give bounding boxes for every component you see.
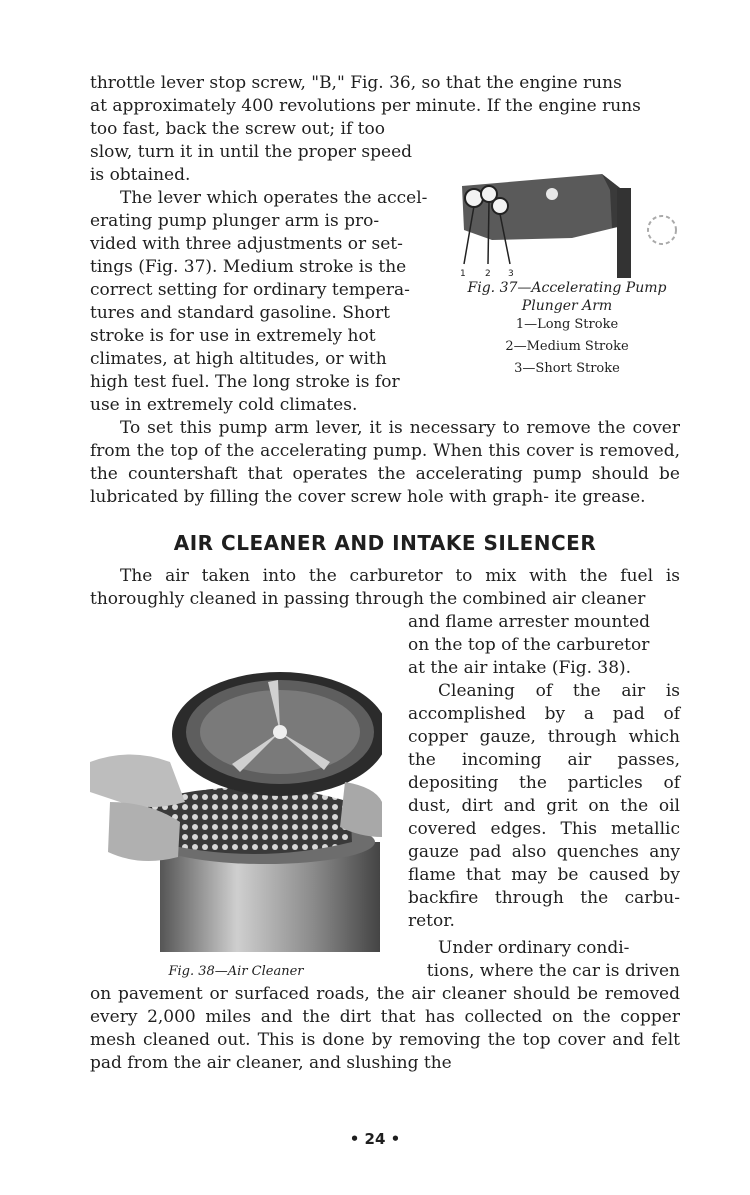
text-line: vided with three adjustments or set- <box>90 234 403 254</box>
cleaning-paragraph: Cleaning of the air is accomplished by a pad of copper gauze, through which the incoming air passes, depositing the particles of dust, dirt and grit on the oil covered edges. This metallic gauze pad also quenches any flame that may be caused by backfire through the carbu- retor. <box>408 681 680 931</box>
text-line: The lever which operates the accel- <box>120 188 428 208</box>
text-line: tings (Fig. 37). Medium stroke is the <box>90 257 407 277</box>
pump-arm-photo <box>452 168 682 278</box>
figure-37-legend-item: 3—Short Stroke <box>514 361 620 376</box>
figure-38-caption: Fig. 38—Air Cleaner <box>168 964 304 979</box>
text-line: use in extremely cold climates. <box>90 395 358 415</box>
text-line: throttle lever stop screw, "B," Fig. 36, so that the engine runs <box>90 73 622 93</box>
text-line: too fast, back the screw out; if too <box>90 119 385 139</box>
text-line: Under ordinary condi- <box>438 938 630 958</box>
figure-37-legend-item: 2—Medium Stroke <box>505 339 629 354</box>
conditions-paragraph: on pavement or surfaced roads, the air cleaner should be removed every 2,000 miles and the dirt that has collected on the copper mesh cleaned out. This is done by removing the top cover and felt pad from the air cleaner, and slushing the <box>90 984 680 1073</box>
text-line: high test fuel. The long stroke is for <box>90 372 400 392</box>
figure-37-caption: Fig. 37—Accelerating Pump <box>467 280 667 296</box>
marker-2: 2 <box>485 269 491 278</box>
marker-3: 3 <box>508 269 514 278</box>
marker-1: 1 <box>460 269 466 278</box>
air-paragraph: The air taken into the carburetor to mix with the fuel is thoroughly cleaned in passing through the combined air cleaner <box>90 566 680 609</box>
text-line: correct setting for ordinary tempera- <box>90 280 410 300</box>
text-line: is obtained. <box>90 165 191 185</box>
figure38-side-column <box>408 611 680 983</box>
text-line: at the air intake (Fig. 38). <box>408 658 632 678</box>
page-number: • 24 • <box>349 1130 401 1148</box>
figure-37 <box>452 168 682 408</box>
text-line: tures and standard gasoline. Short <box>90 303 390 323</box>
air-cleaner-photo <box>90 652 382 952</box>
text-line: tions, where the car is driven <box>426 961 680 981</box>
lever-paragraph <box>90 187 435 417</box>
text-line: at approximately 400 revolutions per minute. If the engine runs <box>90 96 641 116</box>
text-line: slow, turn it in until the proper speed <box>90 142 413 162</box>
figure-38 <box>90 652 382 982</box>
page-body <box>90 72 680 1075</box>
section-heading: AIR CLEANER AND INTAKE SILENCER <box>173 531 597 555</box>
text-line: and flame arrester mounted <box>408 612 651 632</box>
text-line: stroke is for use in extremely hot <box>90 326 376 346</box>
pump-paragraph: To set this pump arm lever, it is necessary to remove the cover from the top of the accelerating pump. When this cover is removed, the countershaft that operates the accelerating pump should be lubricated by filling the cover screw hole with graph- ite grease. <box>90 418 680 507</box>
figure-37-caption-line2: Plunger Arm <box>521 298 613 314</box>
text-line: on the top of the carburetor <box>408 635 650 655</box>
text-line: erating pump plunger arm is pro- <box>90 211 380 231</box>
figure-37-legend-item: 1—Long Stroke <box>515 317 619 332</box>
text-line: climates, at high altitudes, or with <box>90 349 387 369</box>
